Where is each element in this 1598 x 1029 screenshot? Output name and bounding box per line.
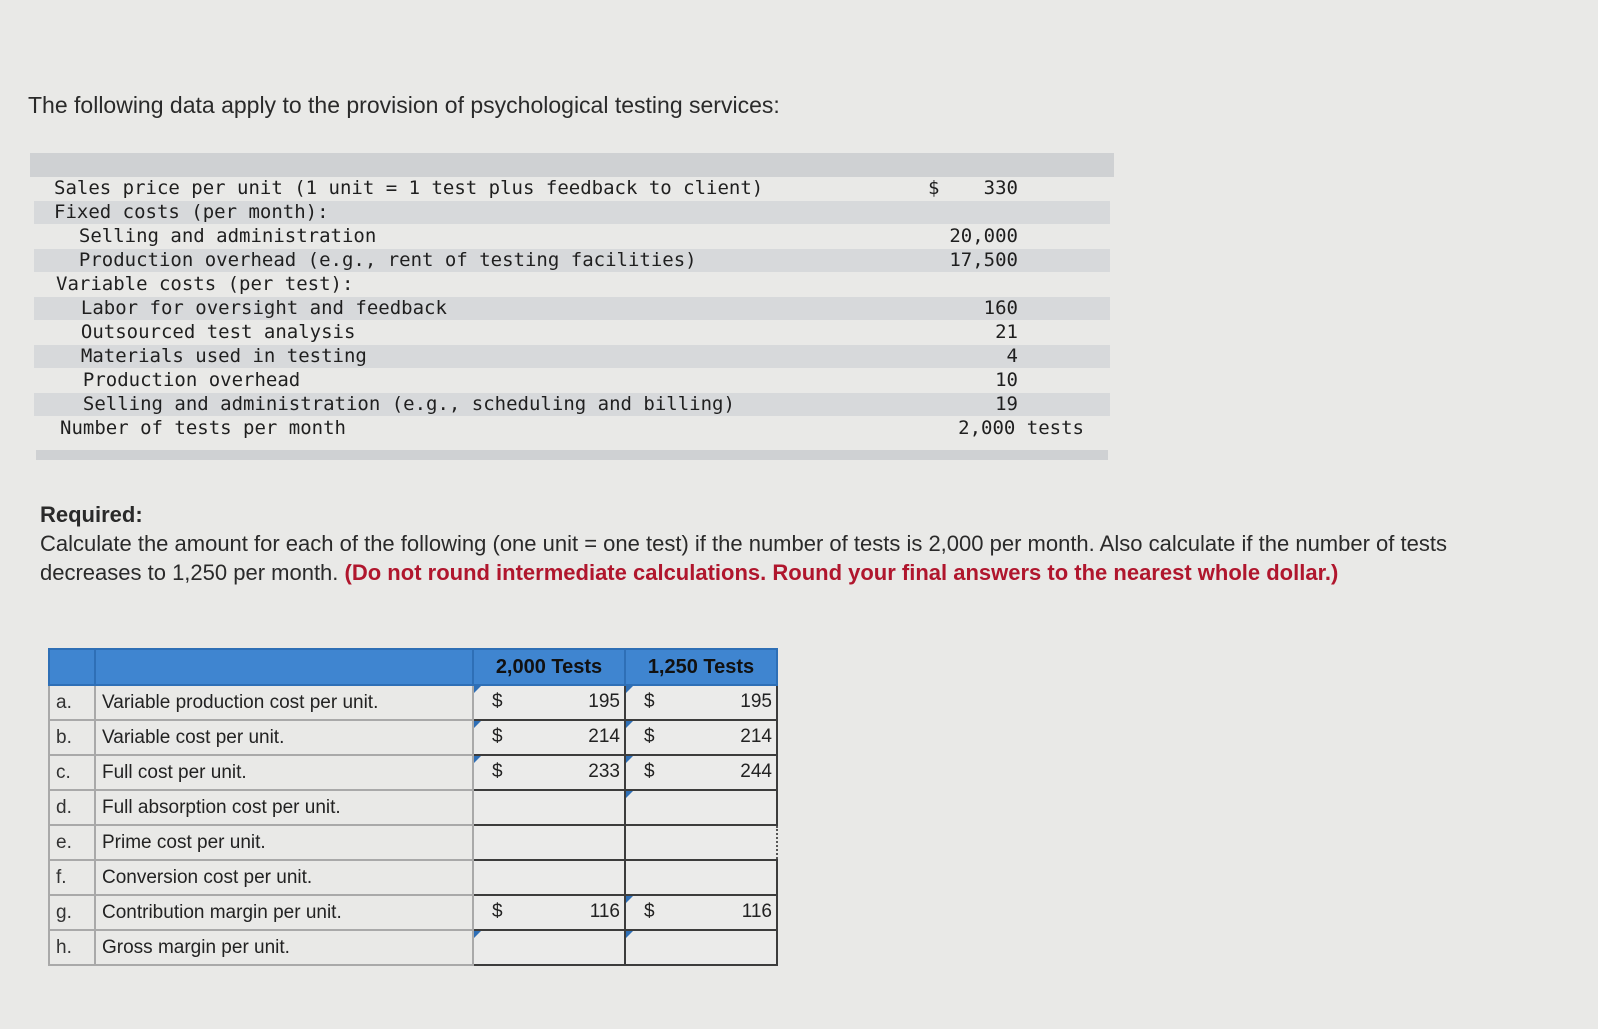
row-label: Contribution margin per unit.	[95, 895, 473, 930]
input-1250-a[interactable]	[625, 685, 777, 720]
cell-flag-icon	[474, 686, 481, 693]
row-letter: g.	[49, 895, 95, 930]
cell-flag-icon	[474, 756, 481, 763]
row-label: Full absorption cost per unit.	[95, 790, 473, 825]
cell-value: 195	[588, 691, 620, 712]
table-row	[49, 685, 777, 720]
input-2000-f[interactable]	[473, 860, 625, 895]
row-label: Full cost per unit.	[95, 755, 473, 790]
row-letter: h.	[49, 930, 95, 965]
data-row-label: Selling and administration	[56, 225, 377, 247]
data-panel	[30, 153, 1114, 461]
input-1250-b[interactable]	[625, 720, 777, 755]
input-2000-h[interactable]	[473, 930, 625, 965]
currency-symbol: $	[644, 761, 655, 782]
answer-table	[48, 648, 778, 966]
currency-symbol: $	[644, 726, 655, 747]
data-row-materials	[34, 345, 1110, 368]
data-row-value: 330	[983, 177, 1018, 199]
data-row-sales-price	[34, 177, 1110, 200]
data-row-label: Production overhead (e.g., rent of testing facilities)	[56, 249, 697, 271]
currency-symbol: $	[492, 901, 503, 922]
cell-flag-icon	[626, 756, 633, 763]
input-1250-c[interactable]	[625, 755, 777, 790]
data-row-label: Selling and administration (e.g., scheduling and billing)	[60, 393, 735, 415]
data-row-value: 21	[995, 321, 1018, 343]
input-1250-e[interactable]	[625, 825, 777, 860]
input-2000-b[interactable]	[473, 720, 625, 755]
table-header-row	[49, 649, 777, 685]
cell-flag-icon	[626, 686, 633, 693]
row-label: Variable cost per unit.	[95, 720, 473, 755]
row-letter: f.	[49, 860, 95, 895]
row-letter: a.	[49, 685, 95, 720]
row-letter: c.	[49, 755, 95, 790]
data-row-currency: $	[928, 177, 940, 199]
input-2000-a[interactable]	[473, 685, 625, 720]
row-label: Gross margin per unit.	[95, 930, 473, 965]
required-heading: Required:	[40, 502, 143, 527]
cell-value: 214	[588, 726, 620, 747]
data-row-value: 10	[995, 369, 1018, 391]
cell-value: 116	[741, 901, 772, 922]
data-row-label: Labor for oversight and feedback	[58, 297, 447, 319]
data-row-label: Materials used in testing	[58, 345, 367, 367]
data-row-label: Fixed costs (per month):	[54, 201, 329, 223]
currency-symbol: $	[492, 691, 503, 712]
row-letter: b.	[49, 720, 95, 755]
panel-bottom-bar	[36, 450, 1108, 460]
cell-flag-icon	[474, 721, 481, 728]
table-row	[49, 790, 777, 825]
data-row-label: Production overhead	[60, 369, 301, 391]
header-blank-letter	[49, 649, 95, 685]
cell-flag-icon	[626, 931, 633, 938]
input-1250-d[interactable]	[625, 790, 777, 825]
panel-top-bar	[30, 153, 1114, 177]
data-row-outsourced	[34, 321, 1110, 344]
cell-flag-icon	[626, 721, 633, 728]
data-row-fixed-production	[34, 249, 1110, 272]
row-letter: e.	[49, 825, 95, 860]
table-row	[49, 860, 777, 895]
header-1250-tests: 1,250 Tests	[625, 649, 777, 685]
data-row-variable-selling	[34, 393, 1110, 416]
currency-symbol: $	[492, 726, 503, 747]
cell-value: 214	[740, 726, 772, 747]
cell-flag-icon	[626, 791, 633, 798]
input-2000-c[interactable]	[473, 755, 625, 790]
data-row-fixed-costs	[34, 201, 1110, 224]
data-row-labor	[34, 297, 1110, 320]
data-row-value: 2,000 tests	[958, 417, 1084, 439]
cell-value: 195	[740, 691, 772, 712]
table-row	[49, 755, 777, 790]
data-row-label: Outsourced test analysis	[58, 321, 356, 343]
input-2000-e[interactable]	[473, 825, 625, 860]
cell-value: 244	[740, 761, 772, 782]
table-row	[49, 930, 777, 965]
input-2000-g[interactable]	[473, 895, 625, 930]
data-row-value: 17,500	[949, 249, 1018, 271]
row-letter: d.	[49, 790, 95, 825]
input-2000-d[interactable]	[473, 790, 625, 825]
currency-symbol: $	[644, 691, 655, 712]
table-row	[49, 720, 777, 755]
data-row-production-overhead	[34, 369, 1110, 392]
header-blank-desc	[95, 649, 473, 685]
cell-flag-icon	[626, 896, 633, 903]
data-row-label: Sales price per unit (1 unit = 1 test plus feedback to client)	[54, 177, 764, 199]
data-row-variable-costs	[34, 273, 1110, 296]
input-1250-h[interactable]	[625, 930, 777, 965]
data-row-fixed-selling	[34, 225, 1110, 248]
currency-symbol: $	[492, 761, 503, 782]
data-row-value: 4	[1006, 345, 1018, 367]
cell-flag-icon	[474, 931, 481, 938]
data-row-tests-per-month	[34, 417, 1110, 440]
cell-value: 233	[588, 761, 620, 782]
input-1250-g[interactable]	[625, 895, 777, 930]
data-row-label: Variable costs (per test):	[56, 273, 354, 295]
currency-symbol: $	[644, 901, 655, 922]
row-label: Variable production cost per unit.	[95, 685, 473, 720]
cell-value: 116	[589, 901, 620, 922]
header-2000-tests: 2,000 Tests	[473, 649, 625, 685]
row-label: Prime cost per unit.	[95, 825, 473, 860]
table-row	[49, 895, 777, 930]
data-row-value: 20,000	[949, 225, 1018, 247]
required-section	[40, 500, 1500, 587]
row-label: Conversion cost per unit.	[95, 860, 473, 895]
data-row-value: 160	[983, 297, 1018, 319]
required-text: Calculate the amount for each of the following (one unit = one test) if the number of tests is 2,000 per month. Also calculate if the number of tests decreases to 1,250 per month.	[40, 531, 1447, 585]
required-emphasis: (Do not round intermediate calculations. Round your final answers to the nearest whole dollar.)	[344, 560, 1339, 585]
data-row-label: Number of tests per month	[60, 417, 346, 439]
table-row	[49, 825, 777, 860]
input-1250-f[interactable]	[625, 860, 777, 895]
data-row-value: 19	[995, 393, 1018, 415]
intro-text: The following data apply to the provision of psychological testing services:	[28, 92, 780, 118]
